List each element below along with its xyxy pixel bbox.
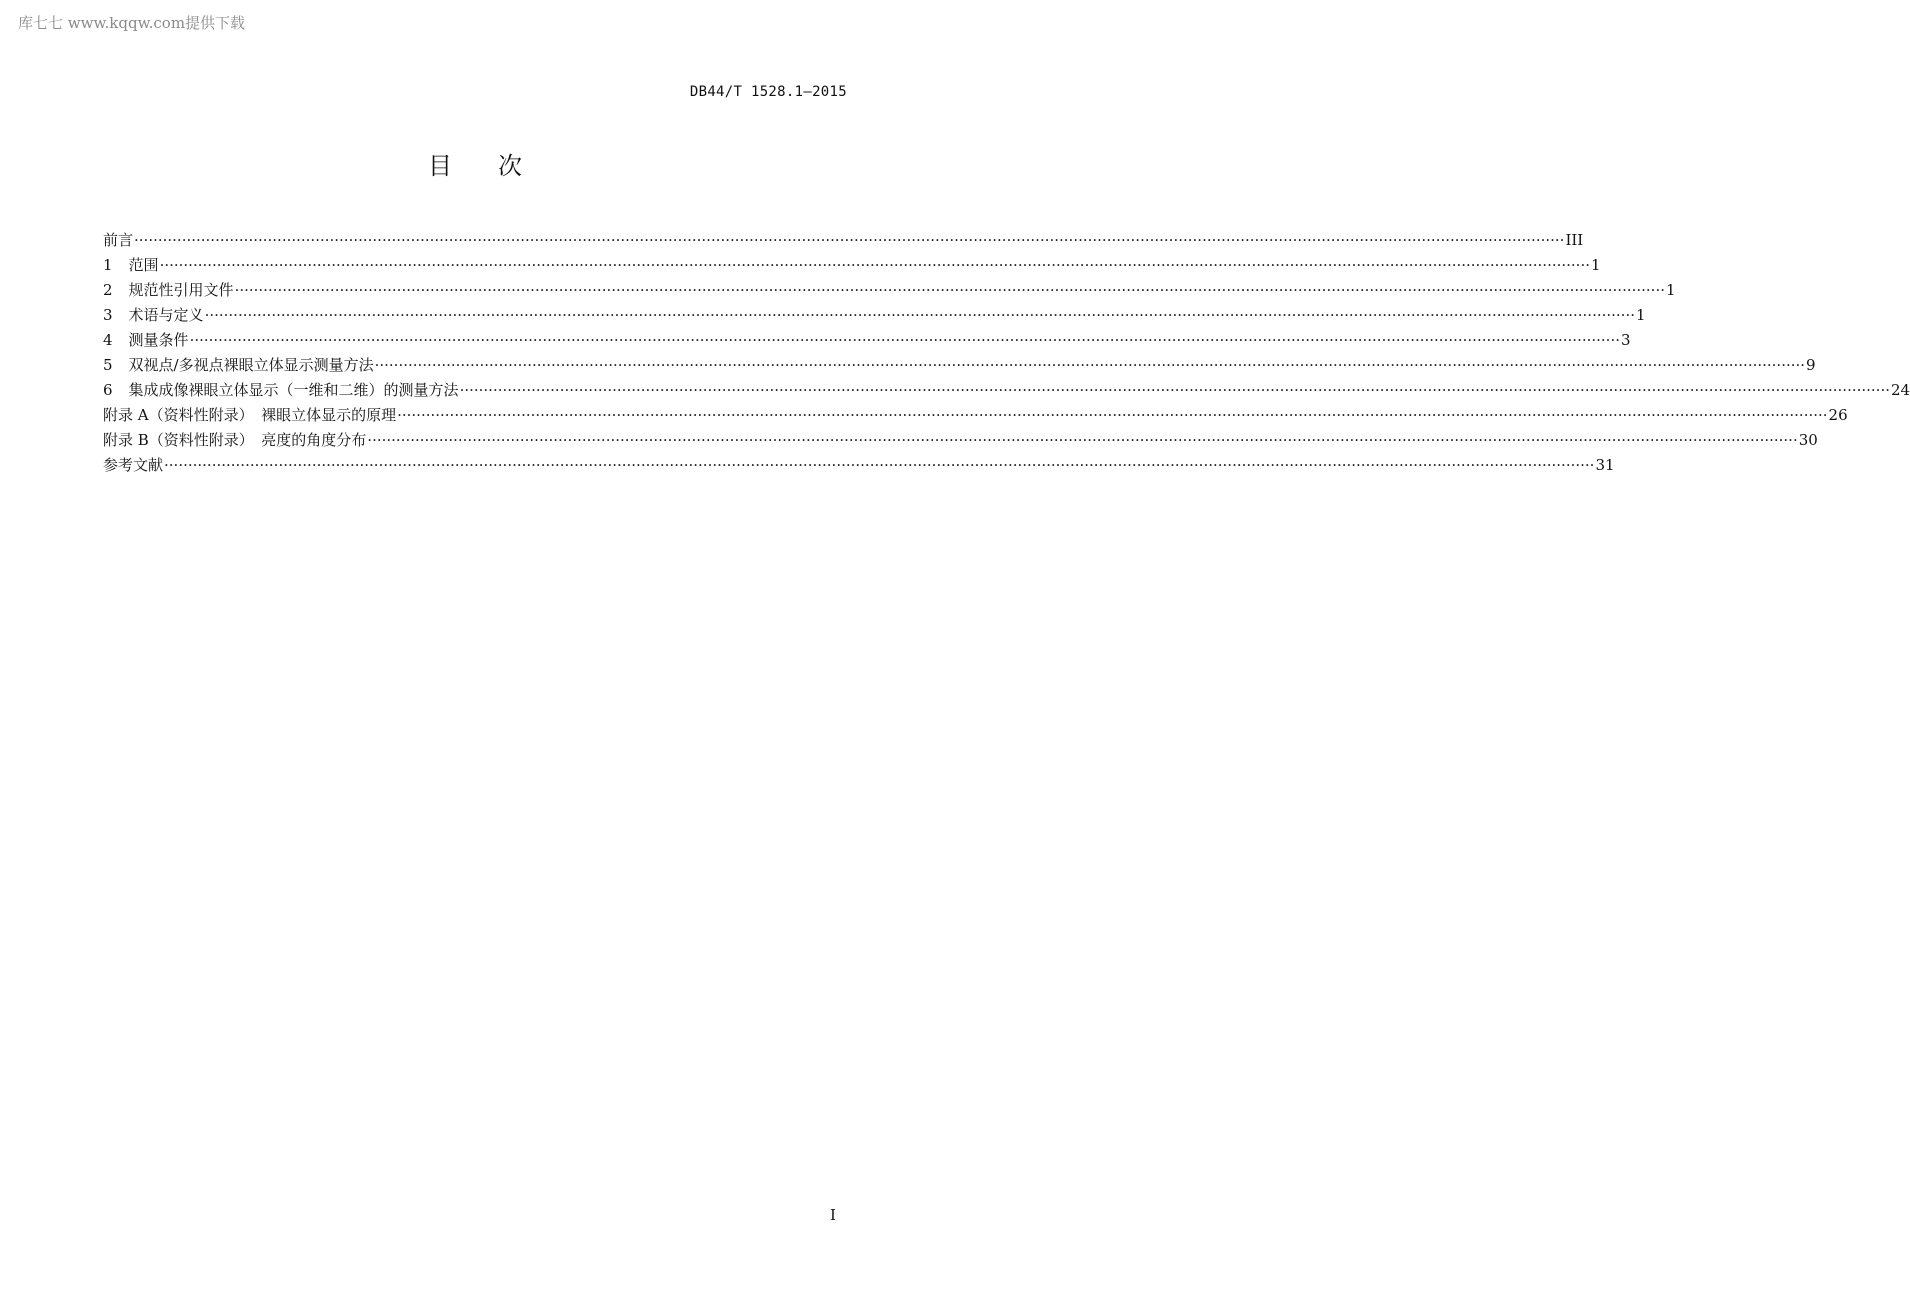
toc-entry-normative-references[interactable] (103, 278, 1676, 303)
toc-entry-page: 1 (1665, 281, 1676, 299)
page-title: 目次 (428, 152, 568, 180)
toc-entry-page: 9 (1806, 356, 1816, 374)
toc-leader-dots: ············································································································································································································································································································ (397, 406, 1828, 424)
table-of-contents (103, 228, 1910, 478)
toc-entry-page: 30 (1798, 431, 1818, 449)
toc-entry-number: 5 (103, 356, 113, 374)
toc-entry-label: 前言 (103, 231, 134, 249)
toc-entry-label: 测量条件 (128, 331, 189, 349)
toc-entry-label: 范围 (128, 256, 159, 274)
toc-leader-dots: ············································································································································································································································································································ (459, 381, 1890, 399)
toc-entry-label: 集成成像裸眼立体显示（一维和二维）的测量方法 (128, 381, 459, 399)
toc-entry-page: III (1565, 231, 1584, 249)
toc-entry-preface[interactable] (103, 228, 1584, 253)
toc-leader-dots: ············································································································································································································································································································ (204, 306, 1635, 324)
toc-entry-label: 附录 B（资料性附录） 亮度的角度分布 (103, 431, 367, 449)
toc-leader-dots: ············································································································································································································································································································ (367, 431, 1798, 449)
toc-entry-label: 术语与定义 (128, 306, 204, 324)
toc-entry-appendix-b[interactable] (103, 428, 1818, 453)
toc-entry-scope[interactable] (103, 253, 1601, 278)
toc-entry-terms-definitions[interactable] (103, 303, 1646, 328)
toc-entry-number: 2 (103, 281, 113, 299)
toc-leader-dots: ············································································································································································································································································································ (134, 231, 1565, 249)
toc-entry-label: 双视点/多视点裸眼立体显示测量方法 (128, 356, 374, 374)
toc-entry-bibliography[interactable] (103, 453, 1615, 478)
toc-entry-page: 31 (1595, 456, 1615, 474)
toc-entry-page: 24 (1890, 381, 1910, 399)
toc-entry-page: 1 (1590, 256, 1601, 274)
toc-entry-multiview-methods[interactable] (103, 353, 1816, 378)
toc-entry-page: 1 (1635, 306, 1646, 324)
toc-entry-number: 4 (103, 331, 113, 349)
toc-entry-page: 26 (1828, 406, 1848, 424)
page-number: I (830, 1206, 836, 1224)
toc-entry-appendix-a[interactable] (103, 403, 1848, 428)
watermark-text: 库七七 www.kqqw.com提供下载 (18, 14, 246, 32)
toc-entry-number: 1 (103, 256, 113, 274)
toc-entry-measurement-conditions[interactable] (103, 328, 1631, 353)
toc-entry-number: 3 (103, 306, 113, 324)
toc-entry-page: 3 (1620, 331, 1631, 349)
toc-leader-dots: ············································································································································································································································································································ (164, 456, 1595, 474)
toc-entry-label: 规范性引用文件 (128, 281, 234, 299)
toc-leader-dots: ············································································································································································································································································································ (234, 281, 1665, 299)
toc-entry-label: 附录 A（资料性附录） 裸眼立体显示的原理 (103, 406, 397, 424)
toc-leader-dots: ············································································································································································································································································································ (189, 331, 1620, 349)
toc-entry-label: 参考文献 (103, 456, 164, 474)
document-code: DB44/T 1528.1—2015 (689, 84, 847, 100)
toc-entry-integral-imaging-methods[interactable] (103, 378, 1910, 403)
toc-leader-dots: ············································································································································································································································································································ (159, 256, 1590, 274)
toc-entry-number: 6 (103, 381, 113, 399)
toc-leader-dots: ············································································································································································································································································································ (374, 356, 1806, 374)
